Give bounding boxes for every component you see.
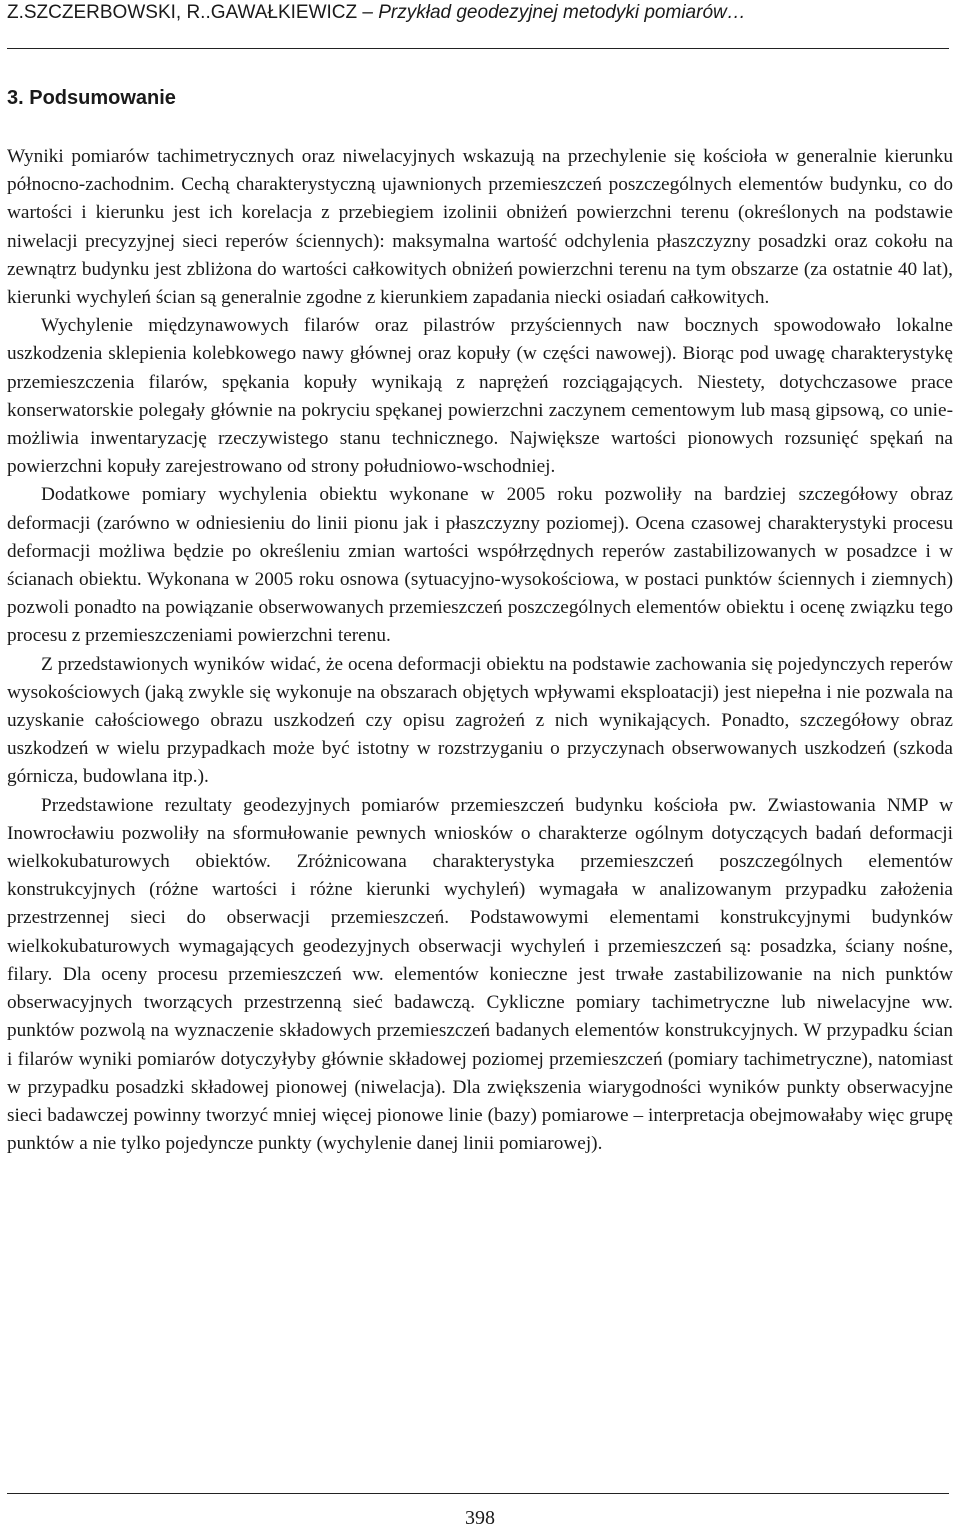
paragraph-2: Wychylenie międzynawowych filarów oraz pilastrów przyściennych naw bocznych spowodowało lokalne uszkodzenia sklepienia kolebkowego nawy głównej oraz kopuły (w części nawowej). Biorąc pod uwagę charakterystykę przemieszczenia filarów, spękania kopuły wynikają z naprężeń rozciągających. Niestety, dotychczasowe prace konserwatorskie polegały głównie na pokryciu spękanej powierzchni zaczynem cementowym lub masą gipsową, co uniemożliwia inwentaryzację rzeczywistego stanu technicznego. Największe wartości pionowych rozsunięć spękań na powierzchni kopuły zarejestrowano od strony południowo-wschodniej. xyxy=(7,315,953,478)
paragraph-1: Wyniki pomiarów tachimetrycznych oraz niwelacyjnych wskazują na przechylenie się kościoła w generalnie kierunku północno-zachodnim. Cechą charakterystyczną ujawnionych przemieszczeń poszczególnych elementów budynku, co do wartości i kierunku jest ich korelacja z przebiegiem izolinii obniżeń powierzchni terenu (określonych na podstawie niwelacji precyzyjnej sieci reperów ściennych): maksymalna wartość odchylenia płaszczyzny posadzki oraz cokołu na zewnątrz budynku jest zbliżona do wartości całkowitych obniżeń powierzchni terenu na tym obszarze (za ostatnie 40 lat), kierunki wychyleń ścian są generalnie zgodne z kierunkiem zapadania niecki osiadań całkowitych. xyxy=(7,146,953,309)
header-title: Przykład geodezyjnej metodyki pomiarów… xyxy=(378,2,746,23)
paragraph-4: Z przedstawionych wyników widać, że ocena deformacji obiektu na podstawie zachowania się pojedynczych reperów wysokościowych (jaką zwykle się wykonuje na obszarach objętych wpływami eksploatacji) jest niepełna i nie pozwala na uzyskanie całościowego obrazu uszkodzeń czy opisu zagrożeń z nich wynikających. Ponadto, szczegółowy obraz uszkodzeń w wielu przypadkach może być istotny w rozstrzyganiu o przyczynach obserwowanych uszkodzeń (szkoda górnicza, budowlana itp.). xyxy=(7,653,953,788)
page-number: 398 xyxy=(465,1507,495,1529)
paragraph-3: Dodatkowe pomiary wychylenia obiektu wykonane w 2005 roku pozwoliły na bardziej szczegółowy obraz deformacji (zarówno w odniesieniu do linii pionu jak i płaszczyzny poziomej). Ocena czasowej charakterystyki procesu deformacji możliwa będzie po określeniu zmian wartości współrzędnych reperów zastabilizowanych w posadzce i w ścianach obiektu. Wykonana w 2005 roku osnowa (sytuacyjno-wysokościowa, w postaci punktów ściennych i ziemnych) pozwoli ponadto na powiązanie obserwowanych przemieszczeń poszczególnych elementów obiektu i ocenę związku tego procesu z przemieszczeniami powierzchni terenu. xyxy=(7,484,953,647)
body-text xyxy=(7,143,953,1158)
header-rule xyxy=(7,48,949,49)
paragraph-5: Przedstawione rezultaty geodezyjnych pomiarów przemieszczeń budynku kościoła pw. Zwiastowania NMP w Inowrocławiu pozwoliły na sformułowanie pewnych wniosków o charakterze ogólnym dotyczących badań deformacji wielkokubaturowych obiektów. Zróżnicowana charakterystyka przemieszczeń poszczególnych elementów konstrukcyjnych (różne wartości i różne kierunki wychyleń) wymagała w analizowanym przypadku założenia przestrzennej sieci do obserwacji przemieszczeń. Podstawowymi elementami konstrukcyjnymi budynków wielkokubaturowych wymagających geodezyjnych obserwacji wychyleń i przemieszczeń są: posadzka, ściany nośne, filary. Dla oceny procesu przemieszczeń ww. elementów konieczne jest trwałe zastabilizowanie na nich punktów obserwacyjnych tworzących przestrzenną sieć badawczą. Cykliczne pomiary tachimetryczne lub niwelacyjne ww. punktów pozwolą na wyznaczenie składowych przemieszczeń badanych elementów konstrukcyjnych. W przypadku ścian i filarów wyniki pomiarów dotyczyłyby głównie składowej poziomej przemieszczeń (pomiary tachimetryczne), natomiast w przypadku posadzki składowej pionowej (niwelacja). Dla zwiększenia wiarygodności wyników punkty obserwacyjne sieci badawczej powinny tworzyć mniej więcej pionowe linie (bazy) pomiarowe – interpretacja obejmowałaby więc grupę punktów a nie tylko pojedyncze punkty (wychylenie danej linii pomiarowej). xyxy=(7,794,953,1155)
header-authors: Z.SZCZERBOWSKI, R..GAWAŁKIEWICZ – xyxy=(7,2,379,23)
running-header xyxy=(7,0,746,26)
section-heading: 3. Podsumowanie xyxy=(7,87,176,109)
footer-rule xyxy=(7,1493,949,1494)
